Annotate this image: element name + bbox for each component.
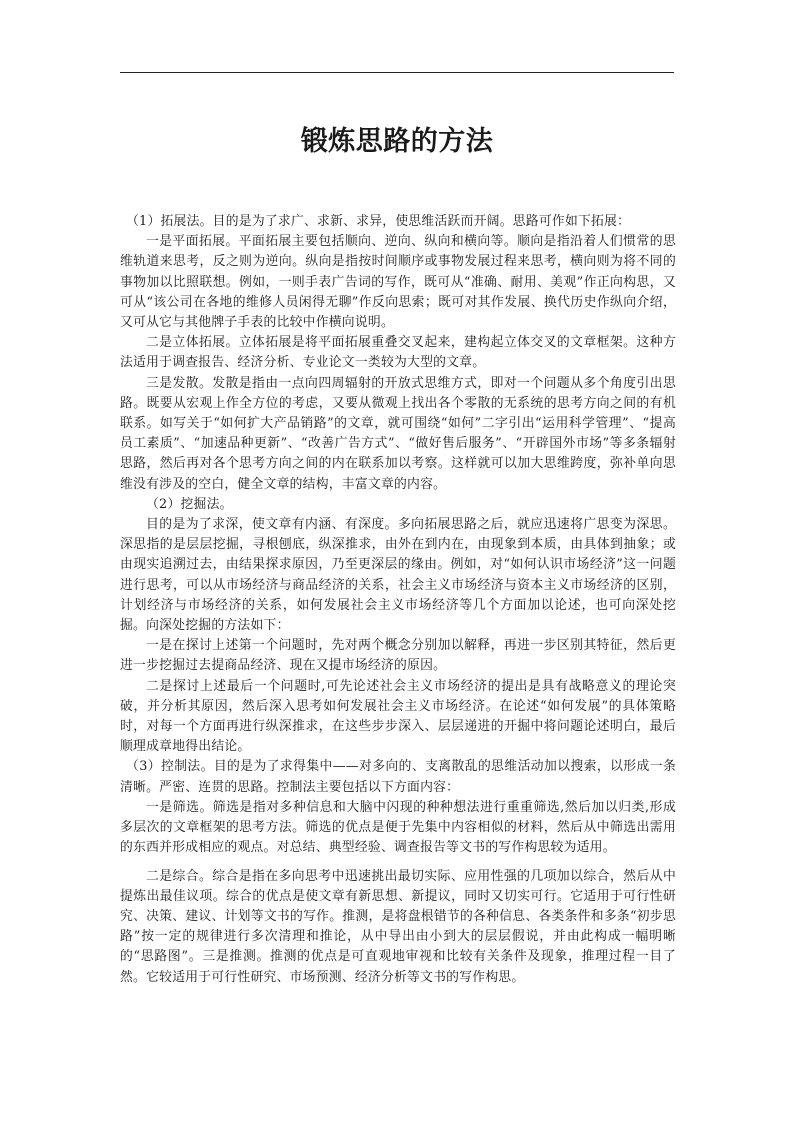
paragraph-synthesis: 二是综合。综合是指在多向思考中迅速挑出最切实际、应用性强的几项加以综合，然后从中提炼出最佳议项。综合的优点是使文章有新思想、新提议，同时又切实可行。它适用于可行性研究、决策、建议、计划等文书的写作。推测，是将盘根错节的各种信息、各类条件和多条“初步思路”按一定的规律进行多次清理和推论，从中导出由小到大的层层假说，并由此构成一幅明晰的“思路图”。三是推测。推测的优点是可直观地审视和比较有关条件及现象，推理过程一目了然。它较适用于可行性研究、市场预测、经济分析等文书的写作构思。 — [120, 868, 676, 985]
paragraph-digging-method-heading: （2）挖掘法。 — [146, 496, 233, 512]
paragraph-expansion-method: （1）拓展法。目的是为了求广、求新、求异，使思维活跃而开阔。思路可作如下拓展： — [126, 214, 631, 229]
document-body — [120, 212, 676, 988]
paragraph-digging-first: 一是在探讨上述第一个问题时，先对两个概念分别加以解释，再进一步区别其特征，然后更进一步挖掘过去提商品经济、现在又提市场经济的原因。 — [120, 638, 676, 674]
header-rule — [120, 72, 674, 73]
paragraph-screening: 一是筛选。筛选是指对多种信息和大脑中闪现的种种想法进行重重筛选,然后加以归类,形成多层次的文章框架的思考方法。筛选的优点是便于先集中内容相似的材料，然后从中筛选出需用的东西并形成相应的观点。对总结、典型经验、调查报告等文书的写作构思较为适用。 — [120, 799, 676, 856]
document-title: 锻炼思路的方法 — [300, 126, 494, 157]
paragraph-digging-second: 二是探讨上述最后一个问题时,可先论述社会主义市场经济的提出是具有战略意义的理论突破，并分析其原因，然后深入思考如何发展社会主义市场经济。在论述“如何发展”的具体策略时，对每一个方面再进行纵深推求，在这些步步深入、层层递进的开掘中将问题论述明白，最后顺理成章地得出结论。 — [120, 678, 676, 755]
paragraph-control-method: （3）控制法。目的是为了求得集中——对多向的、支离散乱的思维活动加以搜索，以形成一条清晰。严密、连贯的思路。控制法主要包括以下方面内容： — [120, 759, 676, 795]
paragraph-planar-expansion: 一是平面拓展。平面拓展主要包括顺向、逆向、纵向和横向等。顺向是指沿着人们惯常的思维轨道来思考，反之则为逆向。纵向是指按时间顺序或事物发展过程来思考，横向则为将不同的事物加以比照联想。例如，一则手表广告词的写作，既可从“准确、耐用、美观”作正向构思，又可从“该公司在各地的维修人员闲得无聊”作反向思索；既可对其作发展、换代历史作纵向介绍，又可从它与其他牌子手表的比较中作横向说明。 — [120, 234, 676, 331]
paragraph-divergence: 三是发散。发散是指由一点向四周辐射的开放式思维方式，即对一个问题从多个角度引出思路。既要从宏观上作全方位的考虑，又要从微观上找出各个零散的无系统的思考方向之间的有机联系。如写关于“如何扩大产品销路”的文章，就可围绕“如何”二字引出“运用科学管理”、“提高员工素质”、“加速品种更新”、“改善广告方式”、“做好售后服务”、“开辟国外市场”等多条辐射思路，然后再对各个思考方向之间的内在联系加以考察。这样就可以加大思维跨度，弥补单向思维没有涉及的空白，健全文章的结构，丰富文章的内容。 — [120, 375, 676, 492]
paragraph-digging-method: 目的是为了求深，使文章有内涵、有深度。多向拓展思路之后，就应迅速将广思变为深思。深思指的是层层挖掘，寻根刨底，纵深推求，由外在到内在，由现象到本质，由具体到抽象；或由现实追溯过去，由结果探求原因，乃至更深层的缘由。例如，对“如何认识市场经济”这一问题进行思考，可以从市场经济与商品经济的关系，社会主义市场经济与资本主义市场经济的区别，计划经济与市场经济的关系，如何发展社会主义市场经济等几个方面加以论述，也可向深处挖掘。向深处挖掘的方法如下： — [120, 517, 676, 634]
paragraph-3d-expansion: 二是立体拓展。立体拓展是将平面拓展重叠交叉起来，建构起立体交叉的文章框架。这种方法适用于调查报告、经济分析、专业论文一类较为大型的文章。 — [120, 335, 676, 371]
